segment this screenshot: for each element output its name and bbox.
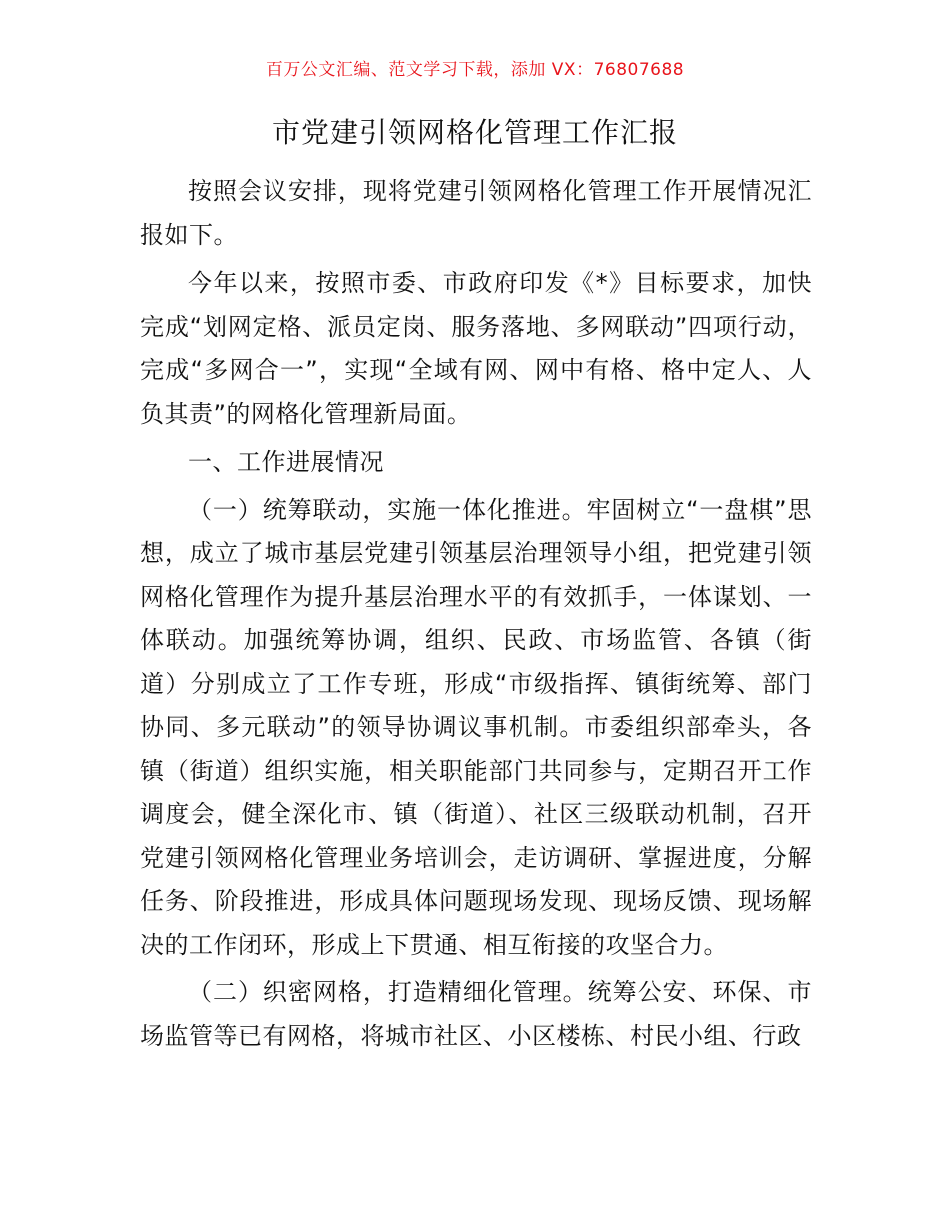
paragraph-section-1: （一）统筹联动，实施一体化推进。牢固树立“一盘棋”思想，成立了城市基层党建引领基层治理领导小组，把党建引领网格化管理作为提升基层治理水平的有效抓手，一体谋划、一体联动。加强统筹协调，组织、民政、市场监管、各镇（街道）分别成立了工作专班，形成“市级指挥、镇街统筹、部门协同、多元联动”的领导协调议事机制。市委组织部牵头，各镇（街道）组织实施，相关职能部门共同参与，定期召开工作调度会，健全深化市、镇（街道）、社区三级联动机制，召开党建引领网格化管理业务培训会，走访调研、掌握进度，分解任务、阶段推进，形成具体问题现场发现、现场反馈、现场解决的工作闭环，形成上下贯通、相互衔接的攻坚合力。 <box>140 495 812 959</box>
paragraph-background: 今年以来，按照市委、市政府印发《*》目标要求，加快完成“划网定格、派员定岗、服务落地、多网联动”四项行动，完成“多网合一”，实现“全域有网、网中有格、格中定人、人负其责”的网格化管理新局面。 <box>140 269 812 428</box>
document-title: 市党建引领网格化管理工作汇报 <box>271 116 678 149</box>
document-body <box>140 170 812 1058</box>
watermark-header: 百万公文汇编、范文学习下载，添加 VX：76807688 <box>265 60 685 80</box>
paragraph-section-2: （二）织密网格，打造精细化管理。统筹公安、环保、市场监管等已有网格，将城市社区、小区楼栋、村民小组、行政 <box>140 978 812 1050</box>
paragraph-intro: 按照会议安排，现将党建引领网格化管理工作开展情况汇报如下。 <box>140 177 812 249</box>
section-heading: 一、工作进展情况 <box>188 448 384 476</box>
